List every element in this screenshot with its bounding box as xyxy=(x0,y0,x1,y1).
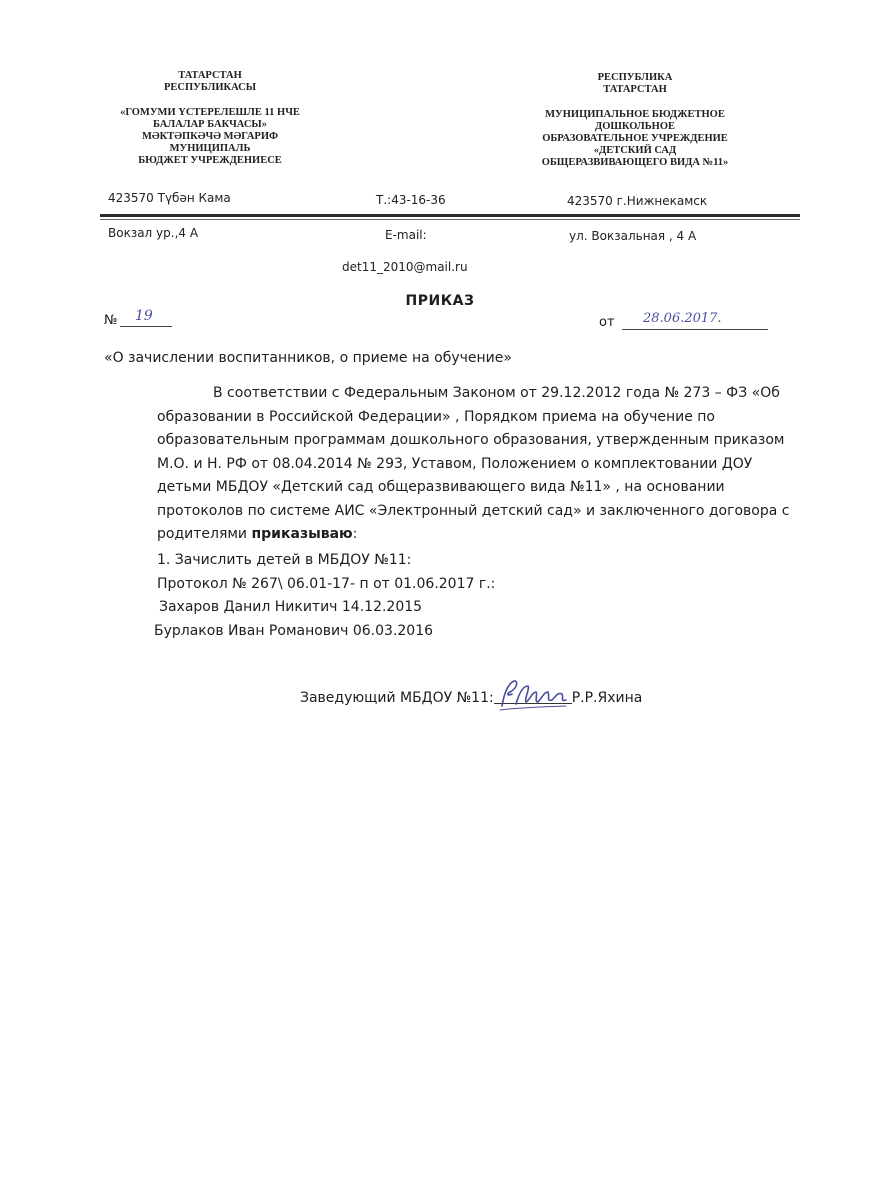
order-date-label: от xyxy=(599,315,615,330)
email-label: E-mail: xyxy=(385,228,427,242)
header-left-line2: РЕСПУБЛИКАСЫ xyxy=(163,82,257,93)
header-rule-thin xyxy=(100,219,800,220)
address-left-1: 423570 Түбән Кама xyxy=(108,191,231,205)
phone: Т.:43-16-36 xyxy=(376,193,446,207)
header-left-line4: БАЛАЛАР БАКЧАСЫ» xyxy=(152,119,267,130)
body-line-4: М.О. и Н. РФ от 08.04.2014 № 293, Уставом, Положением о комплектовании ДОУ xyxy=(157,455,753,472)
header-right-line2: ТАТАРСТАН xyxy=(603,84,667,95)
child-entry-1: Захаров Данил Никитич 14.12.2015 xyxy=(159,599,423,615)
order-subject: «О зачислении воспитанников, о приеме на обучение» xyxy=(104,350,512,366)
order-date-underline xyxy=(622,329,768,330)
header-right-line4: ДОШКОЛЬНОЕ xyxy=(594,121,676,132)
body-line-3: образовательным программам дошкольного образования, утвержденным приказом xyxy=(157,432,785,448)
body-line-5: детьми МБДОУ «Детский сад общеразвивающего вида №11» , на основании xyxy=(157,479,725,495)
header-left-line1: ТАТАРСТАН xyxy=(178,70,242,81)
address-right-2: ул. Вокзальная , 4 А xyxy=(569,229,697,243)
enroll-item-heading: 1. Зачислить детей в МБДОУ №11: xyxy=(157,552,412,568)
order-date-value: 28.06.2017. xyxy=(643,311,722,326)
handwritten-signature xyxy=(496,676,572,716)
header-left-line7: БЮДЖЕТ УЧРЕЖДЕНИЕСЕ xyxy=(138,155,282,166)
address-right-1: 423570 г.Нижнекамск xyxy=(567,194,708,208)
child-entry-2: Бурлаков Иван Романович 06.03.2016 xyxy=(154,622,434,639)
header-left-line3: «ГОМУМИ ҮСТЕРЕЛЕШЛЕ 11 НЧЕ xyxy=(120,107,300,118)
order-number-value: 19 xyxy=(135,308,153,324)
body-line-7 xyxy=(157,523,817,547)
body-paragraph xyxy=(157,382,817,547)
order-title: ПРИКАЗ xyxy=(405,293,475,309)
body-line-2: образовании в Российской Федерации» , Порядком приема на обучение по xyxy=(157,408,715,425)
enrollment-list xyxy=(154,549,496,643)
body-line-6: протоколов по системе АИС «Электронный детский сад» и заключенного договора с xyxy=(157,502,790,519)
header-left-line6: МУНИЦИПАЛЬ xyxy=(169,143,251,154)
body-line-1: В соответствии с Федеральным Законом от 29.12.2012 года № 273 – ФЗ «Об xyxy=(213,385,780,401)
order-number-underline xyxy=(120,326,172,327)
signature-line xyxy=(300,690,642,706)
body-line-7-post: : xyxy=(352,526,358,542)
decree-word: приказываю xyxy=(251,526,353,542)
protocol-line: Протокол № 267\ 06.01-17- п от 01.06.2017 г.: xyxy=(157,575,496,592)
header-right xyxy=(530,72,740,182)
signature-name: Р.Р.Яхина xyxy=(571,690,643,706)
header-right-line6: «ДЕТСКИЙ САД xyxy=(593,145,677,156)
header-left-line5: МӘКТӘПКӘЧӘ МӘГАРИФ xyxy=(141,131,279,142)
order-number-label: № xyxy=(104,313,118,328)
signature-label: Заведующий МБДОУ №11: xyxy=(300,690,494,706)
header-right-line7: ОБЩЕРАЗВИВАЮЩЕГО ВИДА №11» xyxy=(541,157,729,168)
header-right-line3: МУНИЦИПАЛЬНОЕ БЮДЖЕТНОЕ xyxy=(545,109,725,120)
address-left-2: Вокзал ур.,4 А xyxy=(108,226,199,240)
email-address: det11_2010@mail.ru xyxy=(342,260,468,274)
header-rule-thick xyxy=(100,214,800,217)
header-right-line5: ОБРАЗОВАТЕЛЬНОЕ УЧРЕЖДЕНИЕ xyxy=(542,133,728,144)
body-line-7-pre: родителями xyxy=(157,526,252,542)
header-right-line1: РЕСПУБЛИКА xyxy=(597,72,673,83)
header-left xyxy=(110,70,310,180)
